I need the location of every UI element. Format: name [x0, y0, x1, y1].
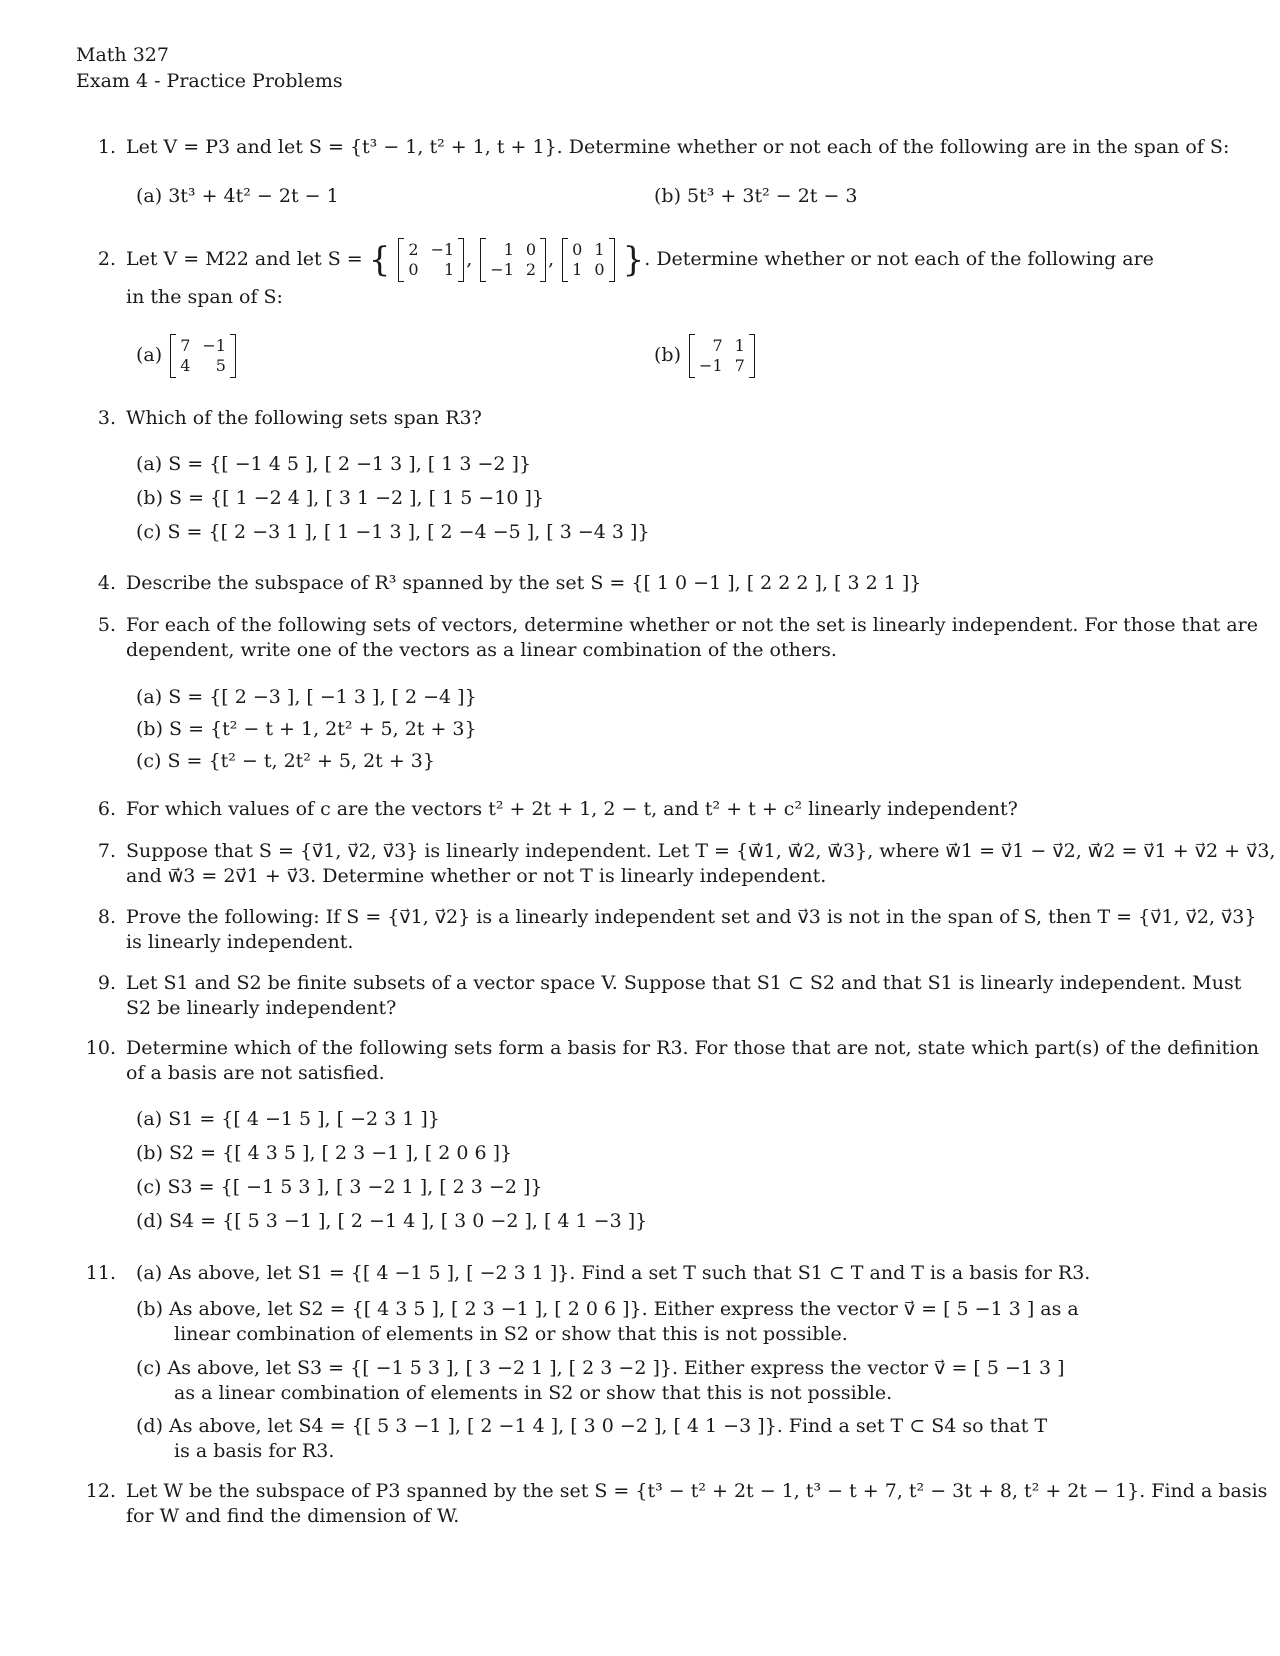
problem-3-text: Which of the following sets span R3? — [126, 407, 482, 429]
problem-10b: (b) S2 = {[ 4 3 5 ], [ 2 3 −1 ], [ 2 0 6 ]} — [136, 1142, 513, 1164]
matrix-entry: 1 — [444, 260, 455, 279]
problem-8-line1: Prove the following: If S = {v⃗1, v⃗2} is a linearly independent set and v⃗3 is not in the span of S, then T = {v⃗1, v⃗2, v⃗3} — [126, 906, 1257, 928]
problem-4-text: Describe the subspace of R³ spanned by the set S = {[ 1 0 −1 ], [ 2 2 2 ], [ 3 2 1 ]} — [126, 572, 922, 594]
problem-5-line2: dependent, write one of the vectors as a linear combination of the others. — [126, 639, 837, 661]
problem-number: 5. — [97, 614, 116, 636]
problem-11a: (a) As above, let S1 = {[ 4 −1 5 ], [ −2 3 1 ]}. Find a set T such that S1 ⊂ T and T is a basis for R3. — [136, 1262, 1091, 1284]
problem-10c: (c) S3 = {[ −1 5 3 ], [ 3 −2 1 ], [ 2 3 −2 ]} — [136, 1176, 543, 1198]
problem-number: 6. — [97, 798, 116, 820]
course-name: Math 327 — [76, 44, 169, 66]
matrix-m2 — [480, 238, 546, 282]
matrix-entry: 1 — [503, 240, 514, 259]
matrix-m1 — [398, 238, 464, 282]
problem-3b: (b) S = {[ 1 −2 4 ], [ 3 1 −2 ], [ 1 5 −10 ]} — [136, 487, 544, 509]
matrix-entry: 1 — [734, 336, 745, 355]
problem-2a — [136, 330, 238, 380]
problem-number: 9. — [97, 972, 116, 994]
problem-8-line2: is linearly independent. — [126, 931, 354, 953]
problem-5a: (a) S = {[ 2 −3 ], [ −1 3 ], [ 2 −4 ]} — [136, 686, 477, 708]
matrix-entry: 4 — [180, 356, 191, 375]
problem-7-line2: and w⃗3 = 2v⃗1 + v⃗3. Determine whether or not T is linearly independent. — [126, 865, 827, 887]
problem-12-line1: Let W be the subspace of P3 spanned by the set S = {t³ − t² + 2t − 1, t³ − t + 7, t² − 3t + 8, t² + 2t − 1}. Find a basis — [126, 1480, 1268, 1502]
set-close-brace: } — [622, 240, 645, 280]
part-label: (b) — [654, 344, 681, 366]
matrix-entry: −1 — [699, 356, 723, 375]
matrix-2a — [170, 334, 236, 378]
problem-10-line1: Determine which of the following sets form a basis for R3. For those that are not, state which part(s) of the definition — [126, 1037, 1260, 1059]
problem-5c: (c) S = {t² − t, 2t² + 5, 2t + 3} — [136, 750, 435, 772]
problem-11d-line2: is a basis for R3. — [174, 1440, 335, 1462]
problem-10a: (a) S1 = {[ 4 −1 5 ], [ −2 3 1 ]} — [136, 1108, 440, 1130]
problem-2-line2: in the span of S: — [126, 286, 283, 308]
problem-11d-line1: (d) As above, let S4 = {[ 5 3 −1 ], [ 2 −1 4 ], [ 3 0 −2 ], [ 4 1 −3 ]}. Find a set T ⊂ S4 so that T — [136, 1415, 1048, 1437]
problem-number: 11. — [85, 1262, 116, 1284]
problem-1a: (a) 3t³ + 4t² − 2t − 1 — [136, 185, 339, 207]
problem-10-line2: of a basis are not satisfied. — [126, 1062, 385, 1084]
problem-11b-line1: (b) As above, let S2 = {[ 4 3 5 ], [ 2 3 −1 ], [ 2 0 6 ]}. Either express the vector v⃗ = [ 5 −1 3 ] as a — [136, 1298, 1079, 1320]
header — [76, 42, 343, 94]
matrix-entry: 7 — [734, 356, 745, 375]
problem-number: 7. — [97, 840, 116, 862]
problem-12-line2: for W and find the dimension of W. — [126, 1505, 460, 1527]
matrix-entry: 2 — [408, 240, 419, 259]
problem-number: 3. — [97, 407, 116, 429]
matrix-entry: 0 — [408, 260, 419, 279]
problem-6-text: For which values of c are the vectors t² + 2t + 1, 2 − t, and t² + t + c² linearly independent? — [126, 798, 1018, 820]
problem-number: 12. — [85, 1480, 116, 1502]
problem-number: 10. — [85, 1037, 116, 1059]
matrix-entry: 1 — [572, 260, 583, 279]
problem-2-lead: Let V = M22 and let S = — [126, 248, 363, 270]
matrix-entry: −1 — [202, 336, 226, 355]
matrix-entry: 0 — [525, 240, 537, 259]
problem-10d: (d) S4 = {[ 5 3 −1 ], [ 2 −1 4 ], [ 3 0 −2 ], [ 4 1 −3 ]} — [136, 1210, 648, 1232]
matrix-entry: −1 — [490, 260, 514, 279]
exam-title: Exam 4 - Practice Problems — [76, 70, 343, 92]
problem-11c-line1: (c) As above, let S3 = {[ −1 5 3 ], [ 3 −2 1 ], [ 2 3 −2 ]}. Either express the vector v⃗ = [ 5 −1 3 ] — [136, 1357, 1065, 1379]
problem-2-tail: Determine whether or not each of the following are — [656, 248, 1154, 270]
matrix-entry: 7 — [712, 336, 723, 355]
problem-number: 2. — [97, 248, 116, 270]
problem-number: 8. — [97, 906, 116, 928]
problem-1b: (b) 5t³ + 3t² − 2t − 3 — [654, 185, 858, 207]
problem-11c-line2: as a linear combination of elements in S2 or show that this is not possible. — [174, 1382, 893, 1404]
problem-3a: (a) S = {[ −1 4 5 ], [ 2 −1 3 ], [ 1 3 −2 ]} — [136, 453, 532, 475]
problem-11b-line2: linear combination of elements in S2 or show that this is not possible. — [174, 1323, 848, 1345]
matrix-entry: 5 — [215, 356, 226, 375]
problem-5-line1: For each of the following sets of vectors, determine whether or not the set is linearly independent. For those that are — [126, 614, 1259, 636]
matrix-entry: −1 — [430, 240, 455, 259]
problem-number: 4. — [97, 572, 116, 594]
matrix-entry: 7 — [180, 336, 191, 355]
problem-3c: (c) S = {[ 2 −3 1 ], [ 1 −1 3 ], [ 2 −4 −5 ], [ 3 −4 3 ]} — [136, 521, 650, 543]
part-label: (a) — [136, 344, 163, 366]
problem-5b: (b) S = {t² − t + 1, 2t² + 5, 2t + 3} — [136, 718, 477, 740]
matrix-entry: 2 — [525, 260, 537, 279]
problem-9-line2: S2 be linearly independent? — [126, 997, 397, 1019]
matrix-entry: 0 — [594, 260, 605, 279]
problem-7-line1: Suppose that S = {v⃗1, v⃗2, v⃗3} is linearly independent. Let T = {w⃗1, w⃗2, w⃗3}, where w⃗1 = v⃗1 − v⃗2, w⃗2 = v⃗1 + v⃗2 + v⃗3, — [126, 840, 1276, 862]
problem-9-line1: Let S1 and S2 be finite subsets of a vector space V. Suppose that S1 ⊂ S2 and that S1 is linearly independent. Must — [126, 972, 1242, 994]
matrix-m3 — [562, 238, 614, 282]
problem-1-text: Let V = P3 and let S = {t³ − 1, t² + 1, t + 1}. Determine whether or not each of the following are in the span of S: — [126, 136, 1230, 158]
set-open-brace: { — [368, 240, 391, 280]
problem-2-line1: Let V = M22 and let S = { 2 −1 0 1 , 1 0 −1 2 , 0 1 1 0 }. Determine whether or not each of the following are — [126, 240, 1154, 280]
problem-2b — [654, 330, 757, 380]
problem-number: 1. — [97, 136, 116, 158]
matrix-entry: 1 — [594, 240, 605, 259]
matrix-entry: 0 — [572, 240, 583, 259]
matrix-2b — [689, 334, 755, 378]
